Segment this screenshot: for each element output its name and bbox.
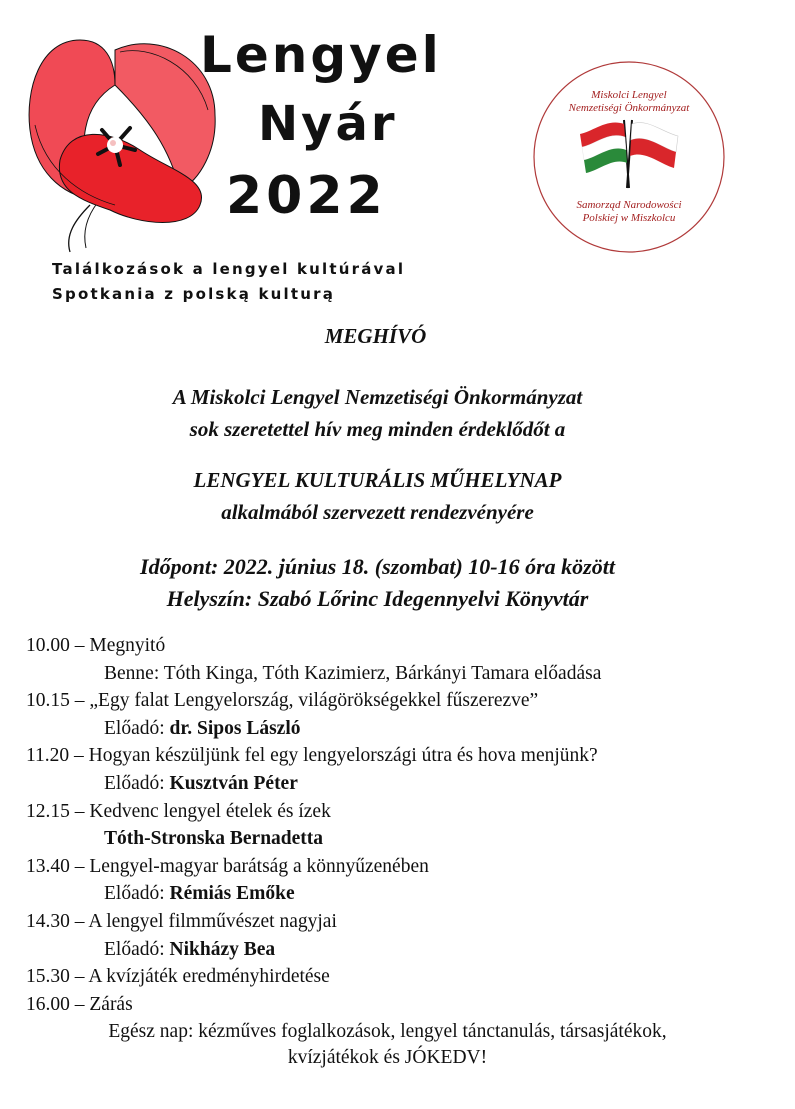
- schedule-item: [26, 853, 601, 881]
- schedule-title: Lengyel-magyar barátság a könnyűzenében: [89, 855, 429, 877]
- schedule-time: 13.40 –: [26, 855, 90, 877]
- schedule-item: [26, 963, 601, 991]
- logo-top-line-2: Nemzetiségi Önkormányzat: [568, 102, 690, 114]
- schedule-time: 12.15 –: [26, 800, 90, 822]
- event-place: Helyszín: Szabó Lőrinc Idegennyelvi Könyvtár: [166, 586, 589, 611]
- schedule-item: [26, 632, 601, 660]
- schedule-title: A kvízjáték eredményhirdetése: [88, 966, 330, 988]
- speaker-label: Előadó:: [104, 772, 170, 794]
- schedule-detail: [26, 880, 601, 908]
- logo-bottom-line-1: Samorząd Narodowości: [576, 199, 682, 211]
- schedule-time: 10.15 –: [26, 690, 90, 712]
- schedule-detail: [26, 660, 601, 688]
- organization-logo: [532, 60, 726, 254]
- schedule-detail: [26, 825, 601, 853]
- title-line-1: Lengyel: [200, 26, 442, 84]
- schedule-detail: [26, 936, 601, 964]
- event-time: Időpont: 2022. június 18. (szombat) 10-16 óra között: [140, 554, 615, 579]
- logo-bottom-line-2: Polskiej w Miszkolcu: [582, 212, 676, 224]
- schedule-item: [26, 742, 601, 770]
- schedule-detail-text: Benne: Tóth Kinga, Tóth Kazimierz, Bárkányi Tamara előadása: [104, 662, 602, 684]
- tagline-hungarian: Találkozások a lengyel kultúrával: [52, 260, 406, 278]
- speaker-label: Előadó:: [104, 883, 170, 905]
- schedule-list: [26, 632, 601, 1018]
- schedule-title: Zárás: [89, 993, 133, 1015]
- organizer-line-1: A Miskolci Lengyel Nemzetiségi Önkormányzat: [172, 385, 583, 409]
- schedule-title: Hogyan készüljünk fel egy lengyelországi útra és hova menjünk?: [88, 745, 598, 767]
- speaker-name: Nikházy Bea: [169, 938, 276, 960]
- schedule-item: [26, 687, 601, 715]
- speaker-name: Rémiás Emőke: [169, 883, 295, 905]
- schedule-time: 14.30 –: [26, 910, 89, 932]
- schedule-time: 15.30 –: [26, 966, 89, 988]
- schedule-item: [26, 798, 601, 826]
- title-line-3: 2022: [226, 166, 387, 226]
- schedule-time: 16.00 –: [26, 993, 90, 1015]
- logo-top-line-1: Miskolci Lengyel: [591, 89, 667, 101]
- title-line-2: Nyár: [258, 96, 398, 152]
- speaker-name: Kusztván Péter: [169, 772, 298, 794]
- schedule-title: Kedvenc lengyel ételek és ízek: [89, 800, 331, 822]
- schedule-detail: [26, 715, 601, 743]
- schedule-time: 11.20 –: [26, 745, 89, 767]
- tagline-polish: Spotkania z polską kulturą: [52, 285, 336, 303]
- schedule-title: „Egy falat Lengyelország, világörökségekkel fűszerezve”: [89, 690, 539, 712]
- schedule-item: [26, 908, 601, 936]
- speaker-label: Előadó:: [104, 938, 170, 960]
- speaker-label: Előadó:: [104, 717, 170, 739]
- event-name: LENGYEL KULTURÁLIS MŰHELYNAP: [193, 468, 562, 492]
- schedule-detail: [26, 770, 601, 798]
- poppy-flower-illustration: [20, 30, 225, 255]
- schedule-title: Megnyitó: [89, 635, 166, 656]
- organizer-line-2: sok szeretettel hív meg minden érdeklődőt a: [189, 417, 566, 441]
- event-subtitle: alkalmából szervezett rendezvényére: [221, 500, 534, 524]
- speaker-name: dr. Sipos László: [169, 717, 301, 739]
- schedule-title: A lengyel filmművészet nagyjai: [88, 910, 337, 932]
- footer-note: [0, 1019, 785, 1071]
- invitation-heading: MEGHÍVÓ: [324, 324, 427, 348]
- footer-line-2: kvízjátékok és JÓKEDV!: [287, 1047, 488, 1068]
- footer-line-1: Egész nap: kézműves foglalkozások, lengyel tánctanulás, társasjátékok,: [108, 1021, 667, 1042]
- speaker-name: Tóth-Stronska Bernadetta: [104, 828, 324, 850]
- schedule-time: 10.00 –: [26, 635, 90, 656]
- schedule-item: [26, 991, 601, 1019]
